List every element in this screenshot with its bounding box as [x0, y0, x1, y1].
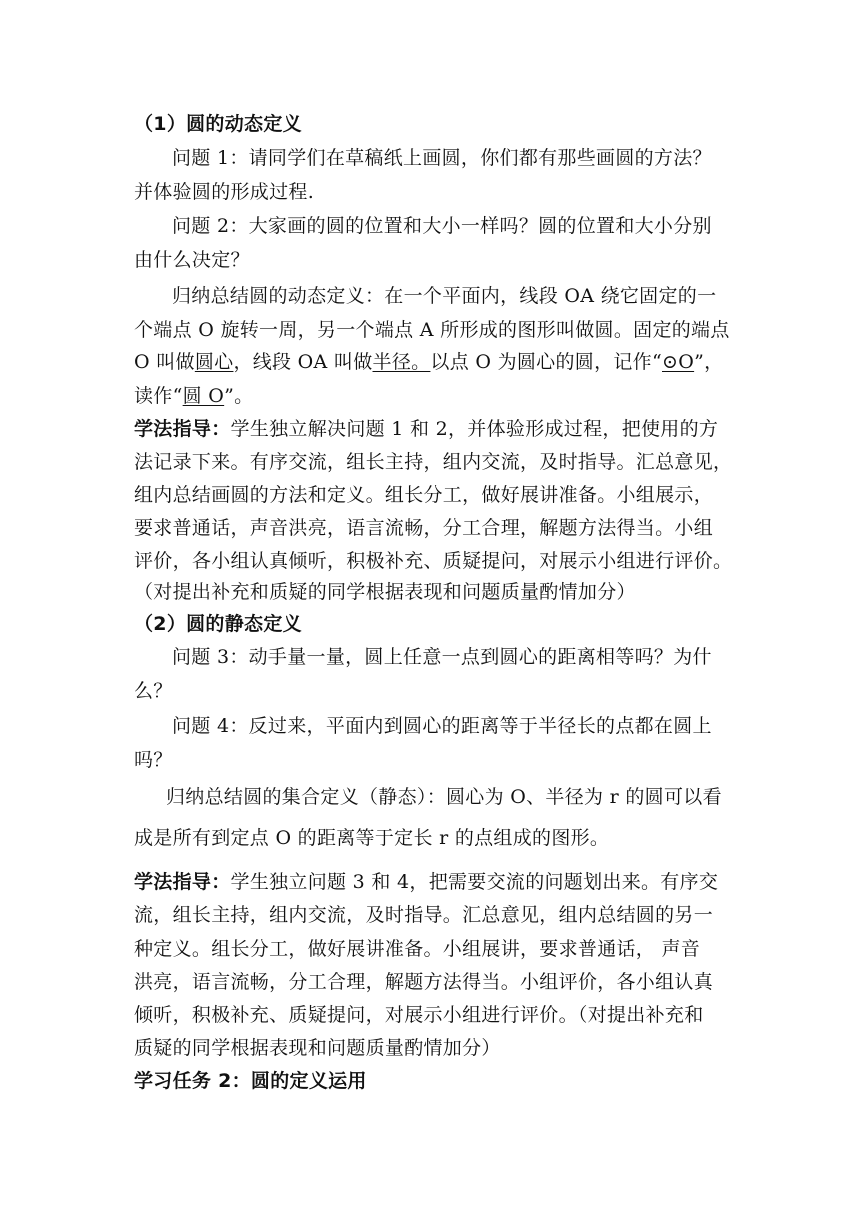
question1-line1: 问题 1：请同学们在草稿纸上画圆，你们都有那些画圆的方法？ — [172, 147, 712, 169]
term-center: 圆心 — [194, 351, 234, 373]
section1-heading: （1）圆的动态定义 — [134, 113, 302, 135]
guide1-line3: 组内总结画圆的方法和定义。组长分工，做好展讲准备。小组展示， — [134, 484, 714, 506]
term-radius: 半径。 — [372, 351, 431, 373]
definition-text: ”， — [694, 351, 724, 373]
dynamic-definition-line4 — [134, 384, 253, 408]
guide-label: 学法指导： — [134, 418, 231, 440]
guide2-line2: 流，组长主持，组内交流，及时指导。汇总意见，组内总结圆的另一 — [134, 904, 714, 926]
section2-heading: （2）圆的静态定义 — [134, 613, 302, 635]
circle-reading: 圆 O — [182, 385, 225, 407]
question4-line2: 吗？ — [134, 749, 173, 771]
guide2-line5: 倾听，积极补充、质疑提问，对展示小组进行评价。（对提出补充和 — [134, 1004, 704, 1026]
guide2-line6: 质疑的同学根据表现和问题质量酌情加分） — [134, 1037, 501, 1059]
definition-text: ，线段 OA 叫做 — [233, 351, 373, 373]
question4-line1: 问题 4：反过来，平面内到圆心的距离等于半径长的点都在圆上 — [172, 715, 712, 737]
dynamic-definition-line1: 归纳总结圆的动态定义：在一个平面内，线段 OA 绕它固定的一 — [172, 285, 717, 307]
dynamic-definition-line2: 个端点 O 旋转一周，另一个端点 A 所形成的图形叫做圆。固定的端点 — [134, 319, 730, 341]
question1-line2: 并体验圆的形成过程. — [134, 181, 315, 203]
static-definition-line1: 归纳总结圆的集合定义（静态）：圆心为 O、半径为 r 的圆可以看 — [166, 786, 722, 808]
definition-text: ”。 — [224, 385, 254, 407]
guide2-line1 — [134, 870, 718, 894]
guide-text: 学生独立问题 3 和 4，把需要交流的问题划出来。有序交 — [230, 871, 719, 893]
guide-text: 学生独立解决问题 1 和 2，并体验形成过程，把使用的方 — [230, 418, 719, 440]
task2-heading: 学习任务 2：圆的定义运用 — [134, 1070, 367, 1092]
dynamic-definition-line3 — [134, 350, 723, 374]
guide2-line4: 洪亮，语言流畅，分工合理，解题方法得当。小组评价，各小组认真 — [134, 971, 714, 993]
question2-line2: 由什么决定？ — [134, 249, 250, 271]
definition-text: O 叫做 — [134, 351, 195, 373]
circle-symbol: ⊙O — [662, 351, 695, 373]
definition-text: 读作“ — [134, 385, 183, 407]
question3-line1: 问题 3：动手量一量，圆上任意一点到圆心的距离相等吗？为什 — [172, 646, 712, 668]
question2-line1: 问题 2：大家画的圆的位置和大小一样吗？圆的位置和大小分别 — [172, 215, 712, 237]
static-definition-line2: 成是所有到定点 O 的距离等于定长 r 的点组成的图形。 — [134, 827, 610, 849]
guide2-line3: 种定义。组长分工，做好展讲准备。小组展讲，要求普通话， 声音 — [134, 938, 701, 960]
question3-line2: 么？ — [134, 680, 173, 702]
guide1-line2: 法记录下来。有序交流，组长主持，组内交流，及时指导。汇总意见， — [134, 451, 733, 473]
guide1-line5: 评价，各小组认真倾听，积极补充、质疑提问，对展示小组进行评价。 — [134, 550, 733, 572]
guide1-line4: 要求普通话，声音洪亮，语言流畅，分工合理，解题方法得当。小组 — [134, 517, 714, 539]
guide1-line1 — [134, 417, 718, 441]
definition-text: 以点 O 为圆心的圆，记作“ — [430, 351, 662, 373]
guide1-line6: （对提出补充和质疑的同学根据表现和问题质量酌情加分） — [134, 581, 636, 603]
guide-label: 学法指导： — [134, 871, 231, 893]
